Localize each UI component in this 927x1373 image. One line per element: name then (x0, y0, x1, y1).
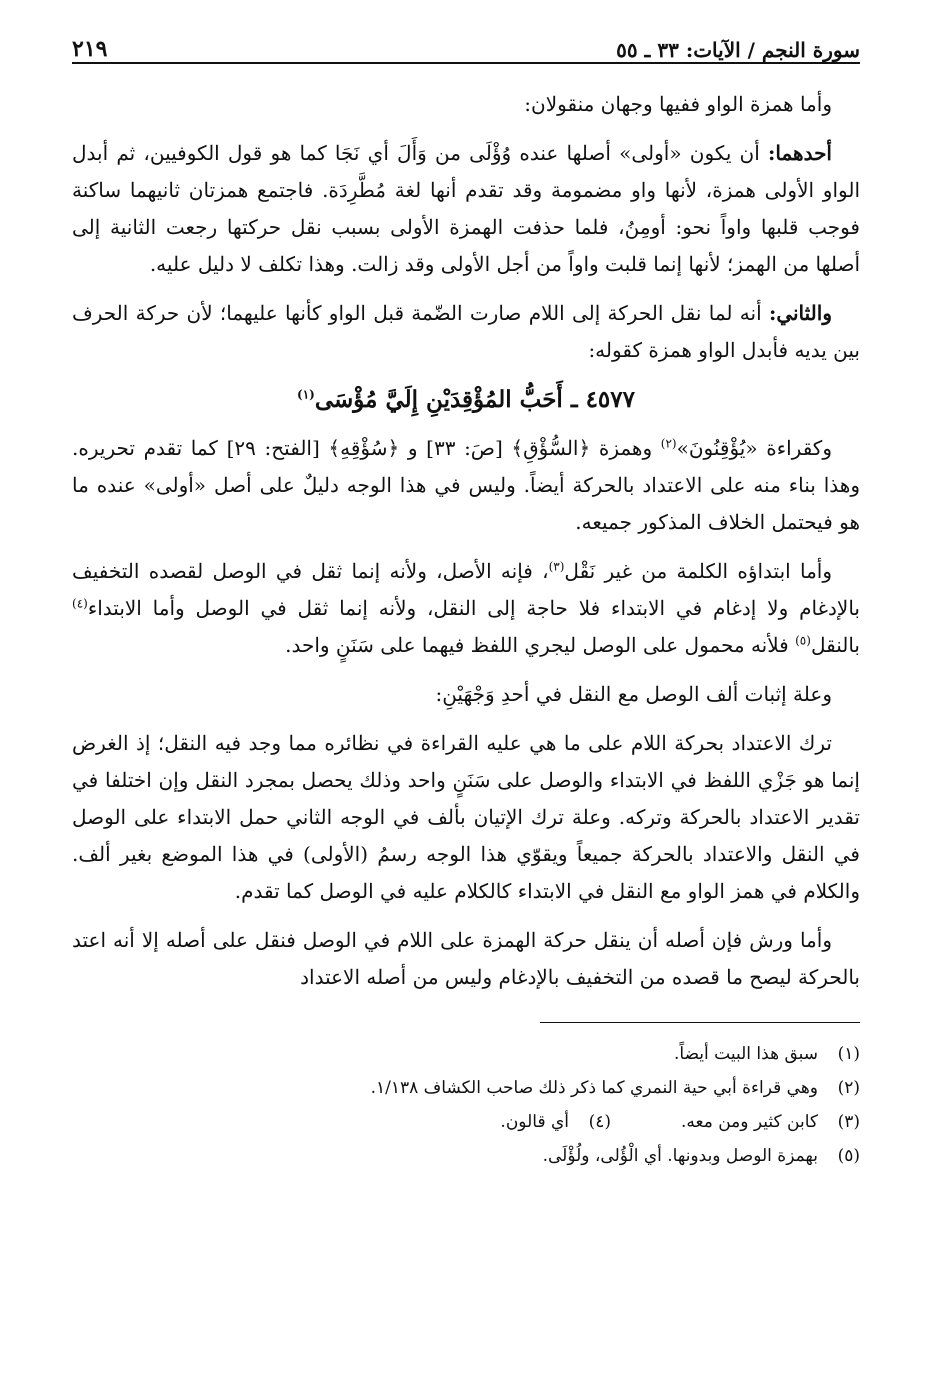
footnote-divider (540, 1022, 860, 1023)
paragraph-first-text: أن يكون «أولى» أصلها عنده وُؤْلَى من وَأَلَ أي نَجَا كما هو قول الكوفيين، ثم أبدل الواو الأولى همزة، لأنها واو مضمومة وقد تقدم أنها لغة مُطَّرِدَة. فاجتمع همزتان ثانيهما ساكنة فوجب قلبها واواً نحو: أومِنُ، فلما حذفت الهمزة الأولى بسبب نقل حركتها رجعت الثانية إلى أصلها من الهمز؛ لأنها إنما قلبت واواً من أجل الأولى وقد زالت. وهذا تكلف لا دليل عليه. (72, 141, 860, 276)
footnote-text: بهمزة الوصل وبدونها. أي الْؤُلى، ولُؤْلَى. (542, 1146, 818, 1166)
main-text (72, 86, 860, 996)
footnote-number: (١) (837, 1044, 860, 1064)
footnote-number: (٣) (837, 1112, 860, 1132)
footnote-ref-5: (٥) (795, 633, 811, 648)
paragraph-warsh (72, 922, 860, 996)
verse-text: ٤٥٧٧ ـ أَحَبُّ المُؤْقِدَيْنِ إِلَيَّ مُؤْسَى (314, 386, 635, 413)
footnote-ref-3: (٣) (548, 559, 565, 574)
paragraph-qiraa (72, 430, 860, 541)
page-number: ٢١٩ (72, 36, 108, 62)
paragraph-second-text: أنه لما نقل الحركة إلى اللام صارت الضّمة قبل الواو كأنها عليهما؛ لأن حركة الحرف بين يديه فأبدل الواو همزة كقوله: (72, 301, 860, 362)
footnote-3 (681, 1105, 860, 1139)
header-title: سورة النجم / الآيات: ٣٣ ـ ٥٥ (616, 38, 860, 62)
footnote-text: وهي قراءة أبي حية النمري كما ذكر ذلك صاحب الكشاف ١/١٣٨. (370, 1078, 818, 1098)
paragraph-ibtida-text-b: ، فإنه الأصل، ولأنه إنما ثقل في الوصل لقصده التخفيف بالإدغام ولا إدغام في الابتداء فلا حاجة إلى النقل، ولأنه إنما ثقل في الوصل وأما الابتداء (72, 559, 860, 620)
paragraph-qiraa-text-b: وهمزة ﴿السُّؤْقِ﴾ [صَ: ٣٣] و ﴿سُؤْقِهِ﴾ [الفتح: ٢٩] كما تقدم تحريره. وهذا بناء منه على الاعتداد بالحركة أيضاً. وليس في هذا الوجه دليلٌ على أصل «أولى» عنده ما هو فيحتمل الخلاف المذكور جميعه. (72, 436, 860, 534)
footnote-5 (72, 1139, 860, 1173)
footnote-text: كابن كثير ومن معه. (681, 1112, 818, 1132)
paragraph-tark-text: ترك الاعتداد بحركة اللام على ما هي عليه القراءة في نظائره مما وجد فيه النقل؛ إذ الغرض إنما هو جَزْي اللفظ في الابتداء والوصل على سَنَنٍ واحد وذلك يحصل بمجرد النقل وإن اختلفا في تقدير الاعتداد بالحركة وتركه. وعلة ترك الإتيان بألف في الوجه الثاني حمل الابتداء على الوصل في النقل والاعتداد بالحركة جميعاً ويقوّي هذا الوجه رسمُ (الأولى) في هذا الموضع بغير ألف. والكلام في همز الواو مع النقل في الابتداء كالكلام عليه في الوصل كما تقدم. (72, 731, 860, 903)
footnote-2 (72, 1071, 860, 1105)
paragraph-ibtida-text-c: بالنقل (810, 633, 860, 657)
footnotes (72, 1037, 860, 1173)
paragraph-illa (72, 676, 860, 713)
paragraph-qiraa-text-a: وكقراءة «يُؤْقِنُونَ» (676, 436, 832, 460)
paragraph-intro (72, 86, 860, 123)
footnote-number: (٥) (837, 1146, 860, 1166)
footnote-1 (72, 1037, 860, 1071)
paragraph-ibtida-text-a: وأما ابتداؤه الكلمة من غير نَقْل (564, 559, 832, 583)
footnote-ref-4: (٤) (72, 596, 88, 611)
footnote-number: (٢) (837, 1078, 860, 1098)
footnote-number: (٤) (588, 1112, 612, 1132)
paragraph-first-lead: أحدهما: (767, 141, 832, 165)
paragraph-ibtida (72, 553, 860, 664)
footnote-4 (500, 1105, 611, 1139)
paragraph-second-lead: والثاني: (768, 301, 832, 325)
paragraph-warsh-text: وأما ورش فإن أصله أن ينقل حركة الهمزة على اللام في الوصل فنقل على أصله إلا أنه اعتد بالحركة ليصح ما قصده من التخفيف بالإدغام وليس من أصله الاعتداد (72, 928, 860, 989)
poetry-verse (72, 381, 860, 418)
paragraph-second (72, 295, 860, 369)
footnote-row-3-4 (72, 1105, 860, 1139)
paragraph-first (72, 135, 860, 283)
paragraph-illa-text: وعلة إثبات ألف الوصل مع النقل في أحدِ وَجْهَيْنِ: (435, 682, 832, 706)
paragraph-tark (72, 725, 860, 910)
footnote-text: سبق هذا البيت أيضاً. (673, 1044, 818, 1064)
paragraph-ibtida-text-d: فلأنه محمول على الوصل ليجري اللفظ فيهما على سَنَنٍ واحد. (285, 633, 796, 657)
footnote-ref-2: (٢) (660, 436, 677, 451)
footnote-text: أي قالون. (500, 1112, 570, 1132)
document-page (72, 28, 860, 1173)
running-header (72, 28, 860, 64)
verse-footnote-ref: (١) (297, 387, 315, 402)
paragraph-intro-text: وأما همزة الواو ففيها وجهان منقولان: (524, 92, 832, 116)
